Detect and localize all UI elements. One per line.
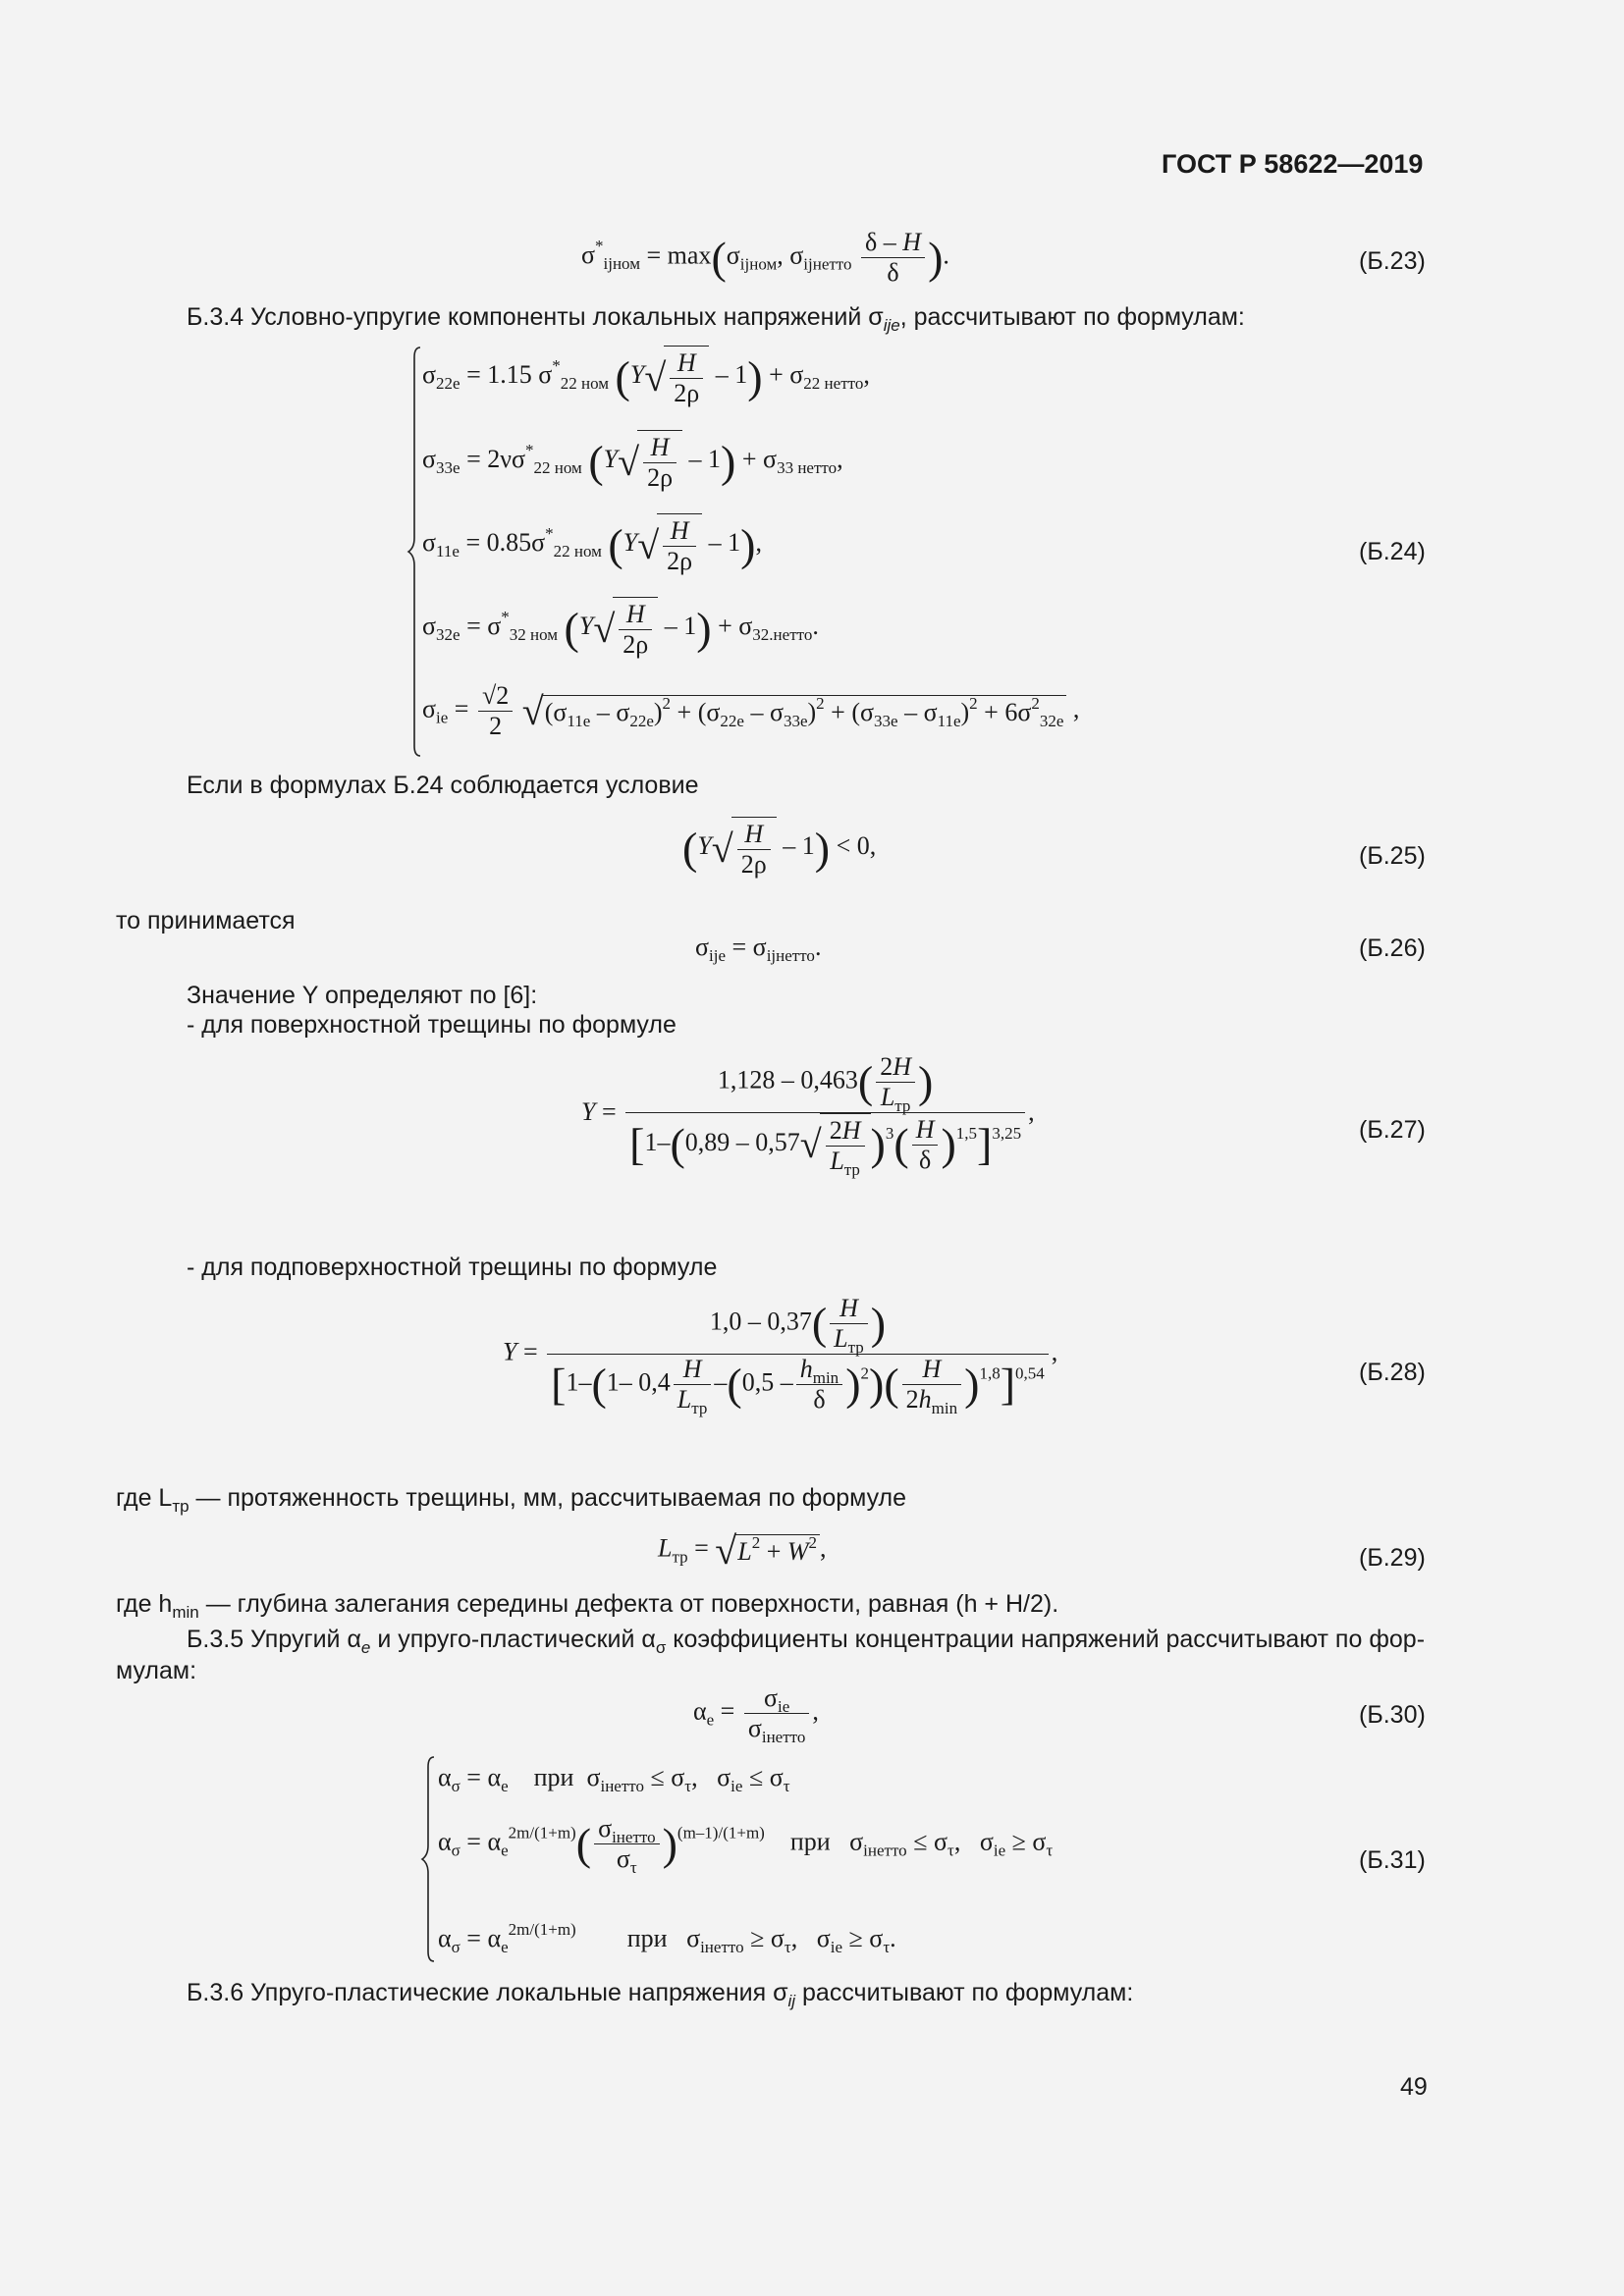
equation-number-b29: (Б.29) bbox=[1359, 1544, 1426, 1572]
formula-b27: Y = 1,128 – 0,463( $\frac{2H}{L_{тр}}$ ) [1–(0,89 – 0,57√ $\frac{2H}{L_{тр}}$ )$^3$( $\frac{H}{\delta}$ )$^{1,5}$]$^{3,25}$ , bbox=[581, 1052, 1035, 1179]
equation-number-b28: (Б.28) bbox=[1359, 1359, 1426, 1386]
paragraph-surface: - для поверхностной трещины по формуле bbox=[187, 1011, 677, 1039]
paragraph-then: то принимается bbox=[116, 907, 296, 934]
equation-number-b27: (Б.27) bbox=[1359, 1116, 1426, 1144]
paragraph-subsurface: - для подповерхностной трещины по формуле bbox=[187, 1254, 718, 1281]
document-header: ГОСТ Р 58622—2019 bbox=[1162, 149, 1424, 179]
system-brace-b31 bbox=[420, 1755, 440, 1963]
formula-b25: (Y√ $\frac{H}{2\rho}$ – 1) < 0, bbox=[682, 817, 876, 880]
equation-number-b26: (Б.26) bbox=[1359, 934, 1426, 962]
formula-b24-line2: $\sigma_{33e} = 2\nu\sigma^*_{22 ном}$ (Y√ $\frac{H}{2\rho}$ – $1) + \sigma_{33 нетто}$, bbox=[422, 430, 843, 493]
equation-number-b31: (Б.31) bbox=[1359, 1846, 1426, 1874]
formula-b24-line5: $\sigma_{ie}$ = $\frac{√2}{2}$ $√(\sigma_{11e} - \sigma_{22e})^2 + (\sigma_{22e} - \sigma_{33e})^2 + (\sigma_{33e} - \sigma_{11e})^2 + 6\sigma^2_{32e}$ , bbox=[422, 681, 1080, 740]
page-number: 49 bbox=[1400, 2073, 1428, 2101]
formula-b24-line4: $\sigma_{32e} = \sigma^*_{32 ном}$ (Y√ $\frac{H}{2\rho}$ – $1) + \sigma_{32.нетто}$. bbox=[422, 597, 819, 660]
equation-number-b24: (Б.24) bbox=[1359, 538, 1426, 565]
paragraph-if: Если в формулах Б.24 соблюдается условие bbox=[187, 772, 699, 799]
formula-b31-line3: $\alpha_\sigma = \alpha_e^{2m/(1+m)}$ при $\sigma_{iнетто} \ge \sigma_\tau$, $\sigma_{ie} \ge \sigma_\tau$. bbox=[438, 1920, 896, 1956]
formula-b31-line1: $\alpha_\sigma = \alpha_e$ при $\sigma_{iнетто} \le \sigma_\tau$, $\sigma_{ie} \le \sigma_\tau$ bbox=[438, 1763, 790, 1795]
formula-b29: $L_{тр} = √L^2 + W^2$ , bbox=[658, 1528, 827, 1573]
formula-b28: Y = 1,0 – 0,37( $\frac{H}{L_{тр}}$ ) [1–(1– 0,4 $\frac{H}{L_{тр}}$ –(0,5 – $\frac{h_{min}}{\delta}$ )$^2$)( $\frac{H}{2h_{min}}$ )$^{1,8}$]$^{0,54}$ , bbox=[503, 1294, 1058, 1417]
formula-b26: $\sigma_{ije} = \sigma_{ijнетто}$. bbox=[695, 933, 822, 965]
paragraph-b36: Б.3.6 Упруго-пластические локальные напряжения $\sigma_{ij}$ рассчитывают по формулам: bbox=[187, 1979, 1134, 2010]
paragraph-b35-line2: мулам: bbox=[116, 1657, 197, 1684]
equation-number-b25: (Б.25) bbox=[1359, 842, 1426, 870]
formula-b31-line2: $\alpha_\sigma = \alpha_e^{2m/(1+m)}$( $\frac{\sigma_{iнетто}}{\sigma_\tau}$ )$^{(m-1)/(1+m)}$ при $\sigma_{iнетто} \le \sigma_\tau$, $\sigma_{ie} \ge \sigma_\tau$ bbox=[438, 1814, 1054, 1877]
equation-number-b23: (Б.23) bbox=[1359, 247, 1426, 275]
formula-b23: $\sigma^*_{ijном} = \max(\sigma_{ijном}$, $\sigma_{ijнетто}$ $\frac{\delta - H}{\delta}$ ). bbox=[581, 228, 949, 287]
formula-b24-line3: $\sigma_{11e} = 0.85\sigma^*_{22 ном}$ (Y√ $\frac{H}{2\rho}$ – 1), bbox=[422, 513, 762, 576]
paragraph-where-l: где $L_{тр}$ — протяженность трещины, мм, рассчитываемая по формуле bbox=[116, 1484, 907, 1516]
paragraph-where-h: где $h_{min}$ — глубина залегания середины дефекта от поверхности, равная (h + H/2). bbox=[116, 1590, 1059, 1622]
formula-b24-line1: $\sigma_{22e} = 1.15$ $\sigma^*_{22 ном}$ (Y√ $\frac{H}{2\rho}$ – $1) + \sigma_{22 нетто}$, bbox=[422, 346, 870, 408]
paragraph-b35: Б.3.5 Упругий $\alpha_e$ и упруго-пластический $\alpha_\sigma$ коэффициенты концентрации напряжений рассчитывают по фор- bbox=[187, 1626, 1426, 1657]
equation-number-b30: (Б.30) bbox=[1359, 1701, 1426, 1729]
paragraph-y: Значение Y определяют по [6]: bbox=[187, 982, 538, 1009]
paragraph-b34: Б.3.4 Условно-упругие компоненты локальных напряжений $\sigma_{ije}$, рассчитывают по формулам: bbox=[187, 303, 1245, 335]
formula-b30: $\alpha_e$ = $\frac{\sigma_{ie}}{\sigma_{iнетто}}$ , bbox=[693, 1683, 819, 1746]
